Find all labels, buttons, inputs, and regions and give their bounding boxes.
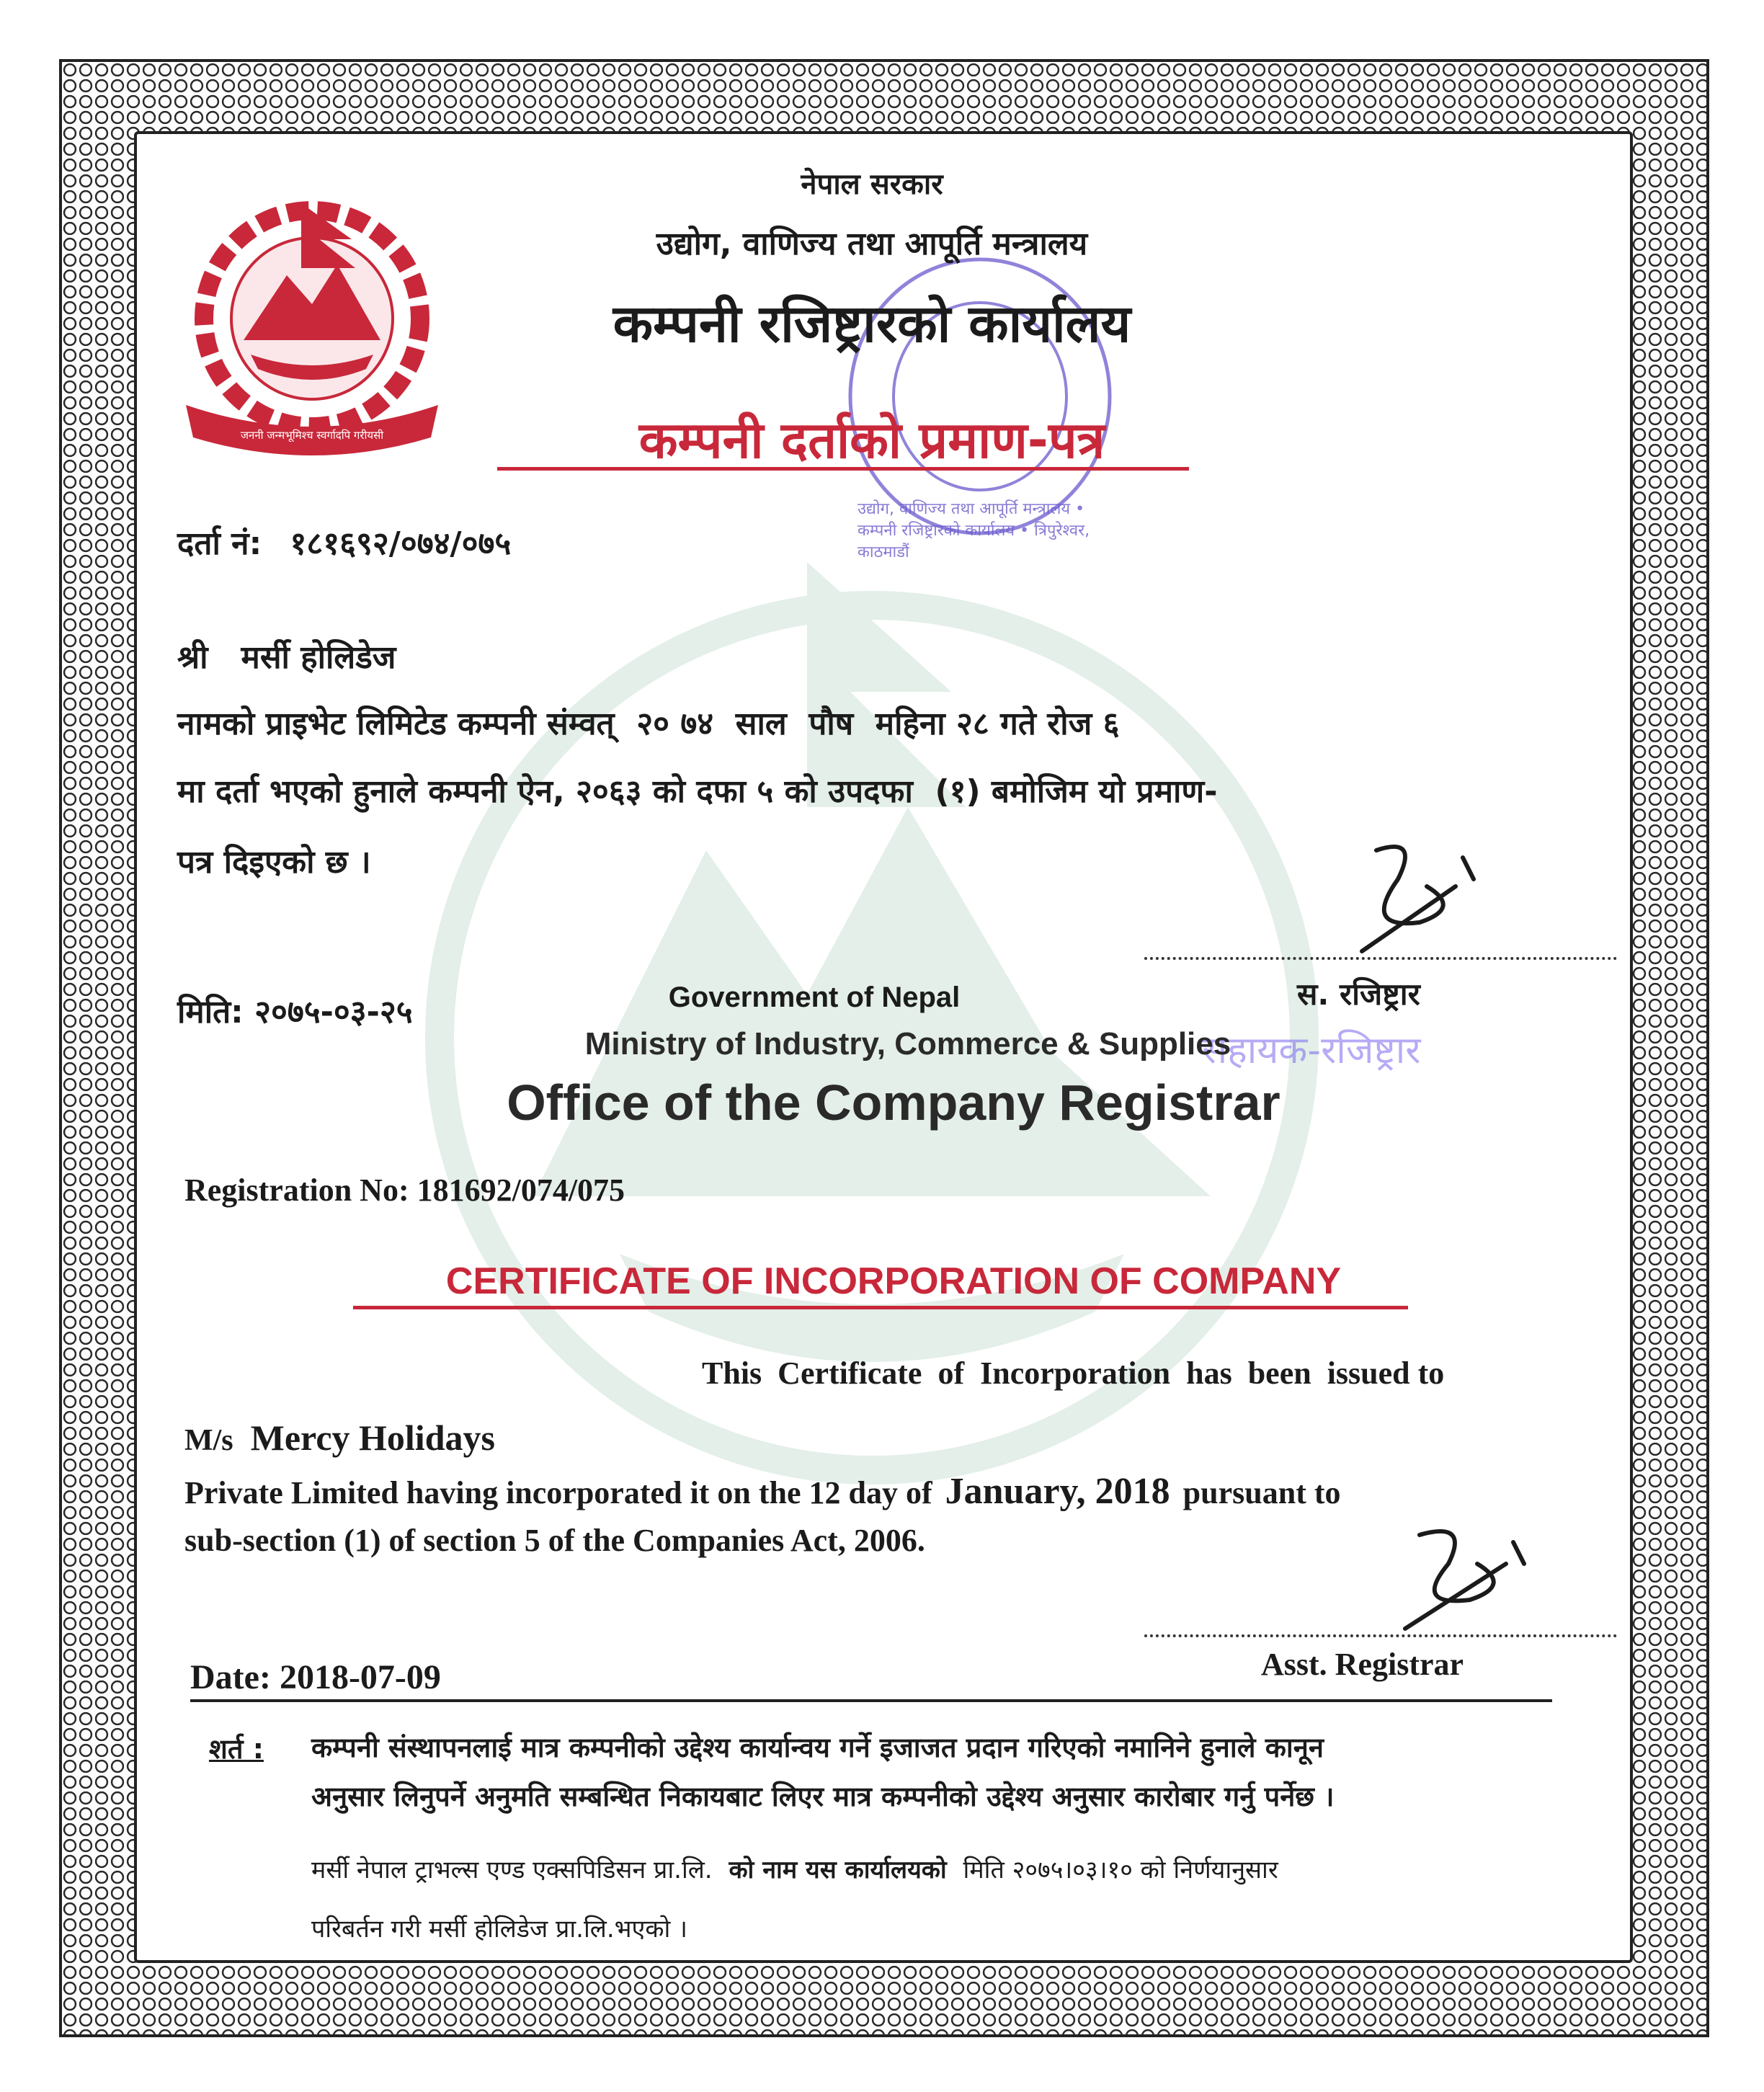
np-signatory-stamp: सहायक-रजिष्ट्रार: [1202, 1029, 1421, 1072]
note-line-2: परिबर्तन गरी मर्सी होलिडेज प्रा.लि.भएको ।: [311, 1915, 687, 1944]
np-certificate-title: कम्पनी दर्ताको प्रमाण-पत्र: [638, 411, 1105, 470]
registrar-signature-icon: [1319, 829, 1492, 987]
np-ministry: उद्योग, वाणिज्य तथा आपूर्ति मन्त्रालय: [656, 226, 1088, 262]
en-certificate-title: CERTIFICATE OF INCORPORATION OF COMPANY: [445, 1260, 1342, 1302]
signature-line: [1144, 957, 1617, 960]
np-registration-label: दर्ता नं:: [177, 525, 262, 562]
en-government: Government of Nepal: [668, 982, 961, 1013]
note-line-1b: को नाम यस कार्यालयको: [729, 1856, 947, 1884]
en-company-name: Mercy Holidays: [250, 1417, 495, 1458]
np-government: नेपाल सरकार: [801, 168, 943, 201]
en-body-line-3a: Private Limited having incorporated it on the 12 day of: [184, 1475, 932, 1510]
np-registration: [177, 520, 511, 564]
np-title-underline: [497, 467, 1189, 471]
note-line-1c: मिति २०७५।०३।१० को निर्णयानुसार: [963, 1856, 1278, 1884]
np-date: मिति: २०७५-०३-२५: [177, 994, 413, 1031]
np-body-line-4: पत्र दिइएको छ ।: [177, 844, 371, 881]
note-line-1a: मर्सी नेपाल ट्राभल्स एण्ड एक्सपिडिसन प्रा.लि.: [311, 1856, 713, 1884]
condition-label: शर्त :: [209, 1733, 264, 1765]
en-registration-label: Registration No:: [184, 1172, 409, 1208]
note-line-1: [311, 1852, 1278, 1885]
np-body-line-2: नामको प्राइभेट लिमिटेड कम्पनी संम्वत् २० ७४ साल पौष महिना २८ गते रोज ६: [177, 706, 1120, 742]
en-title-underline: [353, 1306, 1408, 1309]
en-body-line-3: [184, 1470, 1341, 1513]
np-body-line-3: मा दर्ता भएको हुनाले कम्पनी ऐन, २०६३ को दफा ५ को उपदफा (१) बमोजिम यो प्रमाण-: [177, 773, 1218, 810]
emblem-motto: जननी जन्मभूमिश्च स्वर्गादपि गरीयसी: [240, 429, 384, 442]
signature-line-2: [1144, 1634, 1617, 1637]
np-signatory-title: स. रजिष्ट्रार: [1297, 976, 1420, 1012]
en-date-value: 2018-07-09: [279, 1658, 441, 1696]
en-registration: [184, 1172, 625, 1209]
en-body-line-3c: pursuant to: [1182, 1475, 1341, 1510]
en-body-line-1: This Certificate of Incorporation has been issued to: [702, 1356, 1445, 1391]
en-registration-value: 181692/074/075: [416, 1172, 625, 1208]
en-office: Office of the Company Registrar: [507, 1074, 1280, 1131]
en-signatory-title: Asst. Registrar: [1261, 1647, 1464, 1682]
en-date-label: Date:: [190, 1658, 271, 1696]
stamp-text: उद्योग, वाणिज्य तथा आपूर्ति मन्त्रालय • कम्पनी रजिष्ट्रारको कार्यालय • त्रिपुरेश्वर, काठमाडौं: [858, 500, 1090, 561]
en-date: [190, 1657, 441, 1697]
condition-line-1: कम्पनी संस्थापनलाई मात्र कम्पनीको उद्देश्य कार्यान्वय गर्ने इजाजत प्रदान गरिएको नमानिने हुनाले कानून: [311, 1732, 1324, 1763]
np-body-line-1: श्री मर्सी होलिडेज: [177, 639, 396, 676]
en-company-line: [184, 1417, 495, 1459]
en-ministry: Ministry of Industry, Commerce & Supplies: [584, 1026, 1231, 1061]
en-ms-label: M/s: [184, 1424, 233, 1457]
np-registration-value: १८१६९२/०७४/०७५: [290, 525, 512, 562]
en-incorporation-date: January, 2018: [945, 1471, 1170, 1512]
condition-line-2: अनुसार लिनुपर्ने अनुमति सम्बन्धित निकायबाट लिएर मात्र कम्पनीको उद्देश्य अनुसार कारोबार गर्नु पर्नेछ ।: [311, 1781, 1335, 1812]
en-body-line-4: sub-section (1) of section 5 of the Companies Act, 2006.: [184, 1523, 925, 1558]
date-rule: [190, 1699, 1552, 1702]
np-office: कम्पनी रजिष्ट्रारको कार्यालय: [612, 293, 1131, 354]
